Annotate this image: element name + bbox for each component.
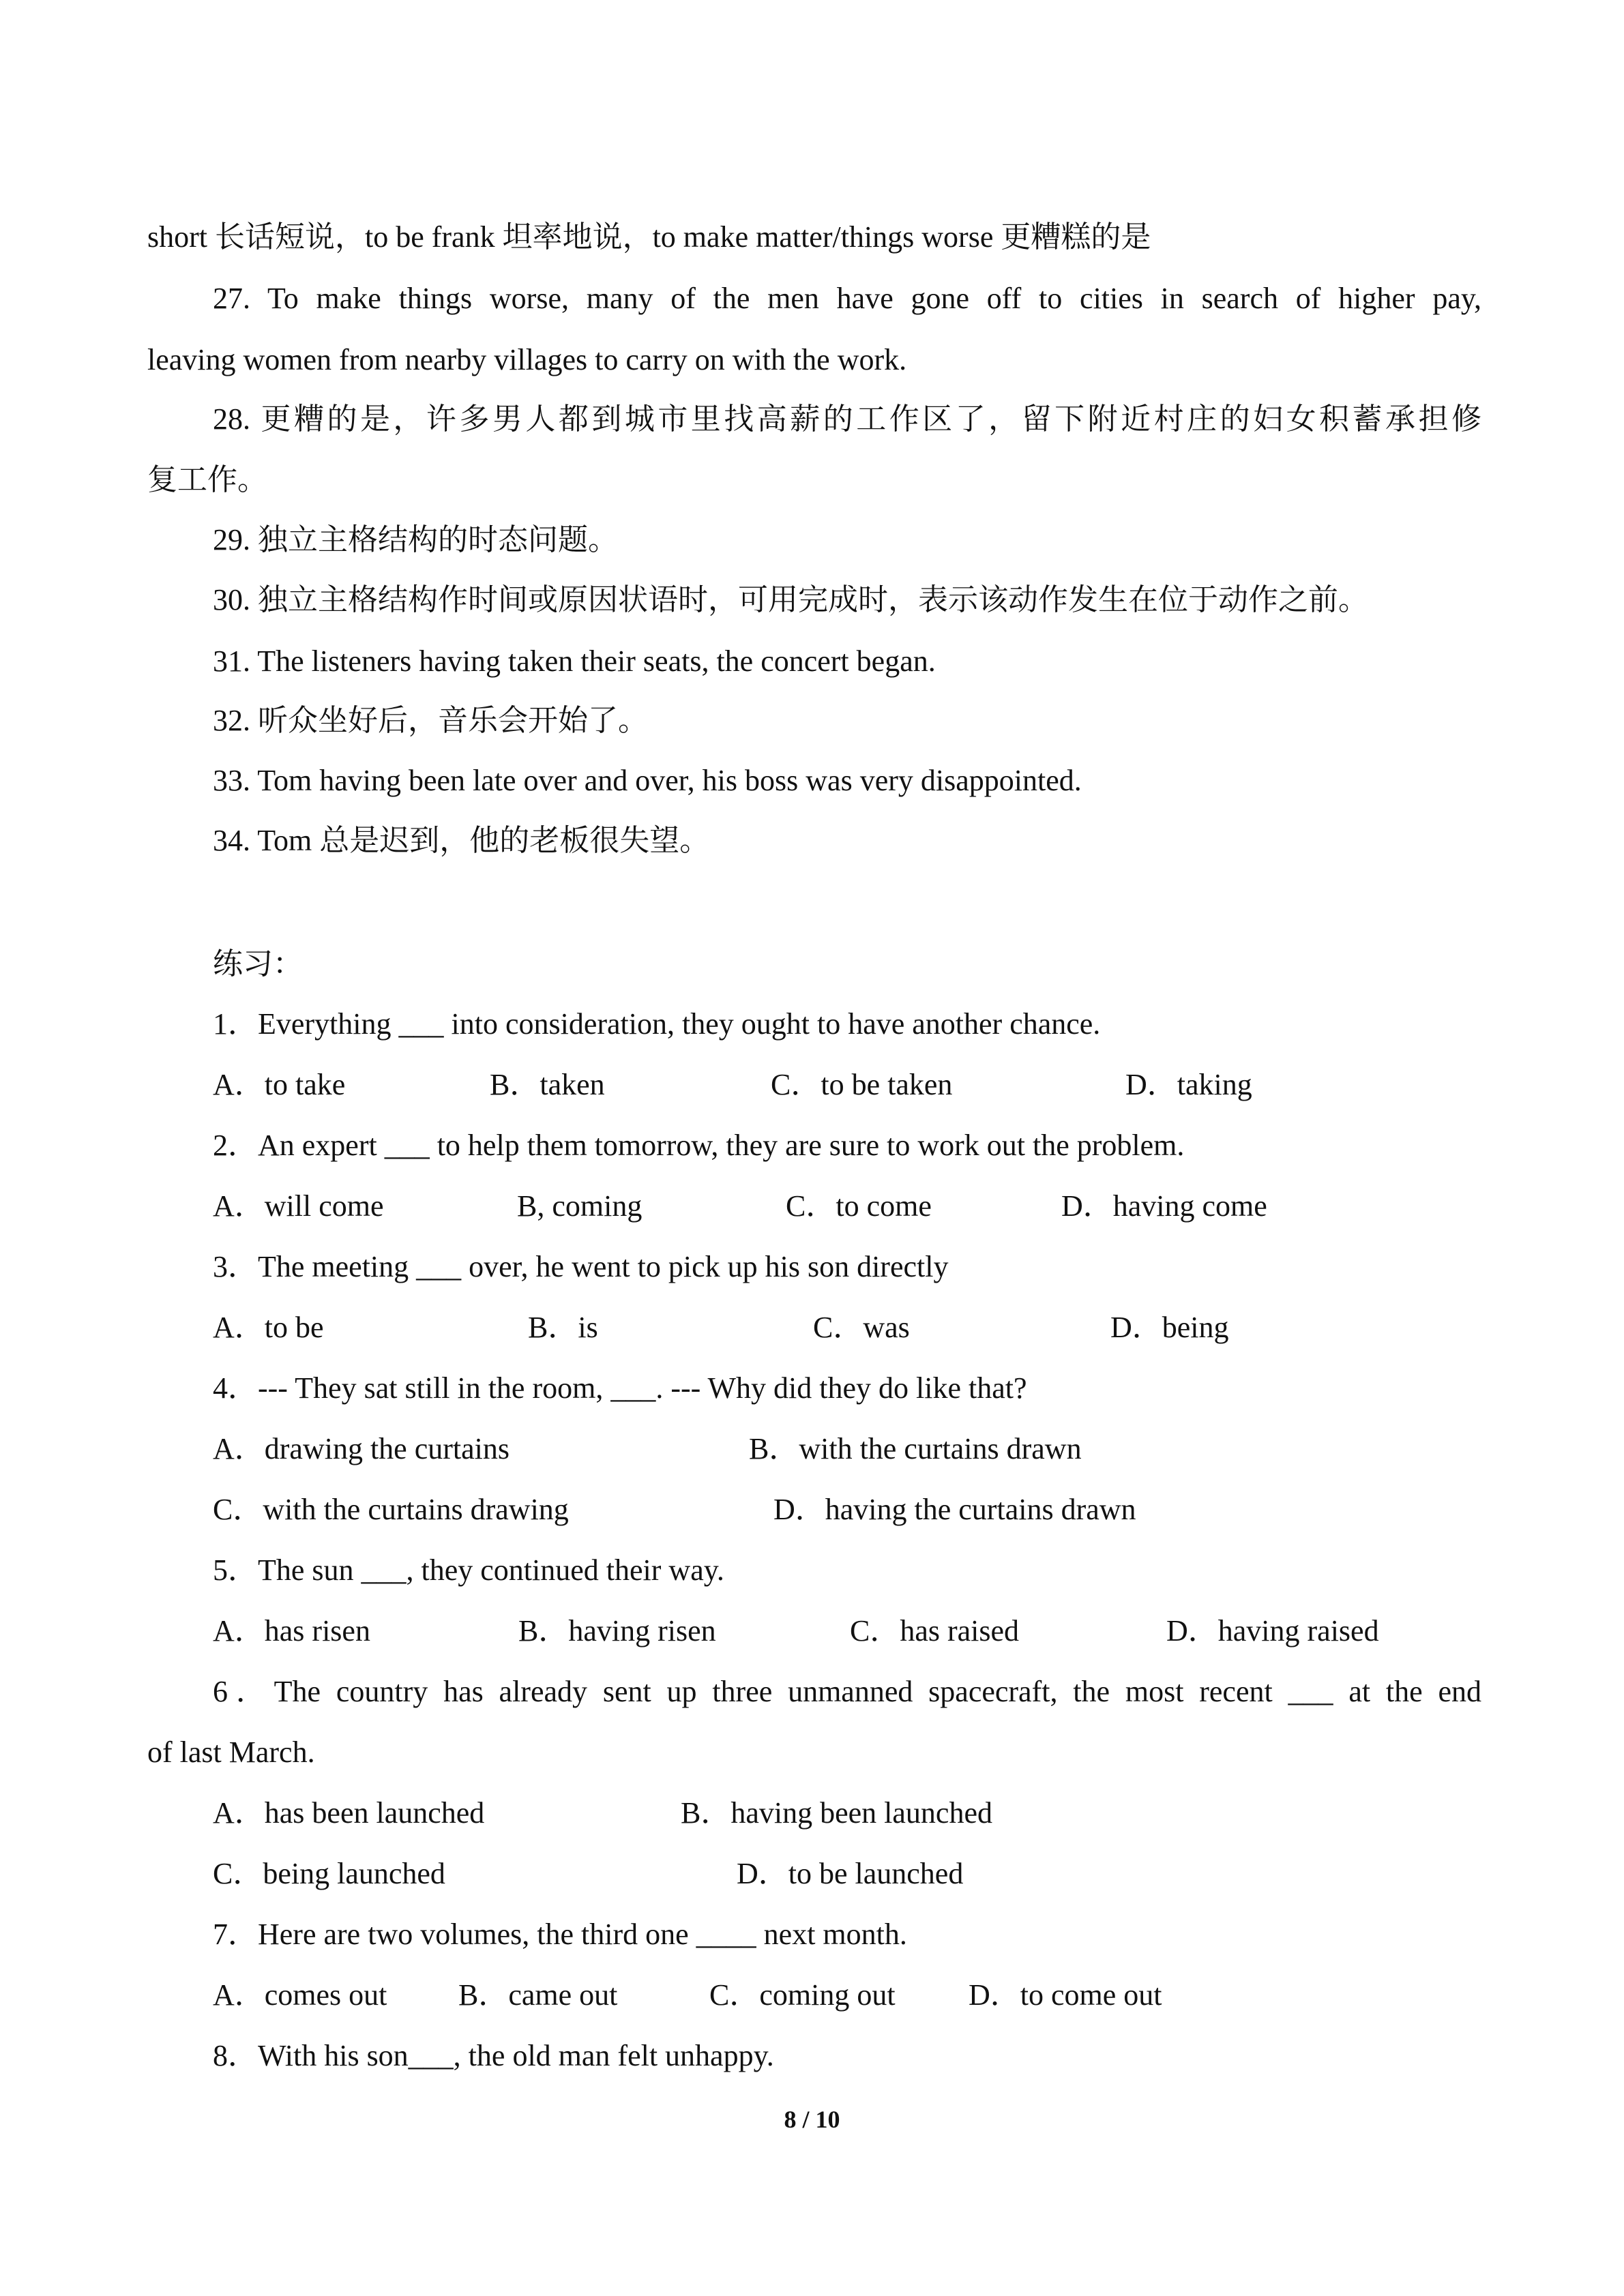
question-2-option-b: B, coming: [517, 1189, 643, 1223]
question-5-option-c: C．has raised: [850, 1614, 1020, 1648]
question-5-option-d: D．having raised: [1166, 1614, 1379, 1648]
question-6-option-c: C．being launched: [213, 1857, 445, 1890]
question-3-stem: 3．The meeting ___ over, he went to pick up his son directly: [213, 1250, 949, 1283]
question-3-option-a: A．to be: [213, 1311, 324, 1344]
question-7-stem: 7．Here are two volumes, the third one ____ next month.: [213, 1918, 907, 1951]
question-3-option-c: C．was: [813, 1311, 910, 1344]
question-5-stem: 5．The sun ___, they continued their way.: [213, 1553, 724, 1587]
question-1-option-d: D．taking: [1125, 1068, 1252, 1101]
example-32: 32. 听众坐好后，音乐会开始了。: [213, 704, 648, 737]
question-6-option-b: B．having been launched: [681, 1796, 992, 1830]
question-6-option-a: A．has been launched: [213, 1796, 485, 1830]
question-3-option-d: D．being: [1110, 1311, 1229, 1344]
question-6-option-d: D．to be launched: [737, 1857, 964, 1890]
example-31: 31. The listeners having taken their seats, the concert began.: [213, 644, 936, 678]
question-1-stem: 1．Everything ___ into consideration, they ought to have another chance.: [213, 1007, 1101, 1041]
question-4-option-c: C．with the curtains drawing: [213, 1493, 569, 1526]
example-33: 33. Tom having been late over and over, his boss was very disappointed.: [213, 764, 1082, 797]
example-34: 34. Tom 总是迟到，他的老板很失望。: [213, 824, 710, 857]
question-6-stem-line-1: 6．The country has already sent up three unmanned spacecraft, the most recent ___ at the end: [213, 1675, 1481, 1708]
note-30: 30. 独立主格结构作时间或原因状语时，可用完成时，表示该动作发生在位于动作之前。: [213, 583, 1368, 616]
question-1-option-c: C．to be taken: [771, 1068, 953, 1101]
question-1-option-b: B．taken: [490, 1068, 605, 1101]
note-29: 29. 独立主格结构的时态问题。: [213, 523, 618, 556]
question-2-option-c: C．to come: [786, 1189, 932, 1223]
exercise-heading: 练习：: [213, 947, 303, 981]
question-4-stem: 4．--- They sat still in the room, ___. --- Why did they do like that?: [213, 1371, 1027, 1405]
question-7-option-c: C．coming out: [709, 1978, 896, 2012]
question-7-option-a: A．comes out: [213, 1978, 387, 2012]
question-4-option-a: A．drawing the curtains: [213, 1432, 510, 1465]
question-2-stem: 2．An expert ___ to help them tomorrow, they are sure to work out the problem.: [213, 1129, 1185, 1162]
question-5-option-b: B．having risen: [518, 1614, 716, 1648]
example-27-line-1: 27. To make things worse, many of the men have gone off to cities in search of higher pay,: [213, 282, 1481, 315]
note-line-idioms: short 长话短说，to be frank 坦率地说，to make matter/things worse 更糟糕的是: [147, 220, 1151, 254]
example-27-line-2: leaving women from nearby villages to carry on with the work.: [147, 343, 907, 376]
example-28-line-1: 28. 更糟的是，许多男人都到城市里找高薪的工作区了，留下附近村庄的妇女积蓄承担修: [213, 402, 1481, 436]
question-4-option-d: D．having the curtains drawn: [773, 1493, 1136, 1526]
question-7-option-b: B．came out: [458, 1978, 618, 2012]
question-4-option-b: B．with the curtains drawn: [749, 1432, 1082, 1465]
page-number: 8 / 10: [784, 2106, 840, 2133]
question-1-option-a: A．to take: [213, 1068, 346, 1101]
question-2-option-a: A．will come: [213, 1189, 384, 1223]
question-2-option-d: D．having come: [1061, 1189, 1267, 1223]
example-28-line-2: 复工作。: [147, 463, 267, 496]
question-3-option-b: B．is: [528, 1311, 598, 1344]
question-7-option-d: D．to come out: [969, 1978, 1162, 2012]
question-6-stem-line-2: of last March.: [147, 1735, 315, 1769]
question-8-stem: 8．With his son___, the old man felt unhappy.: [213, 2039, 774, 2072]
question-5-option-a: A．has risen: [213, 1614, 370, 1648]
